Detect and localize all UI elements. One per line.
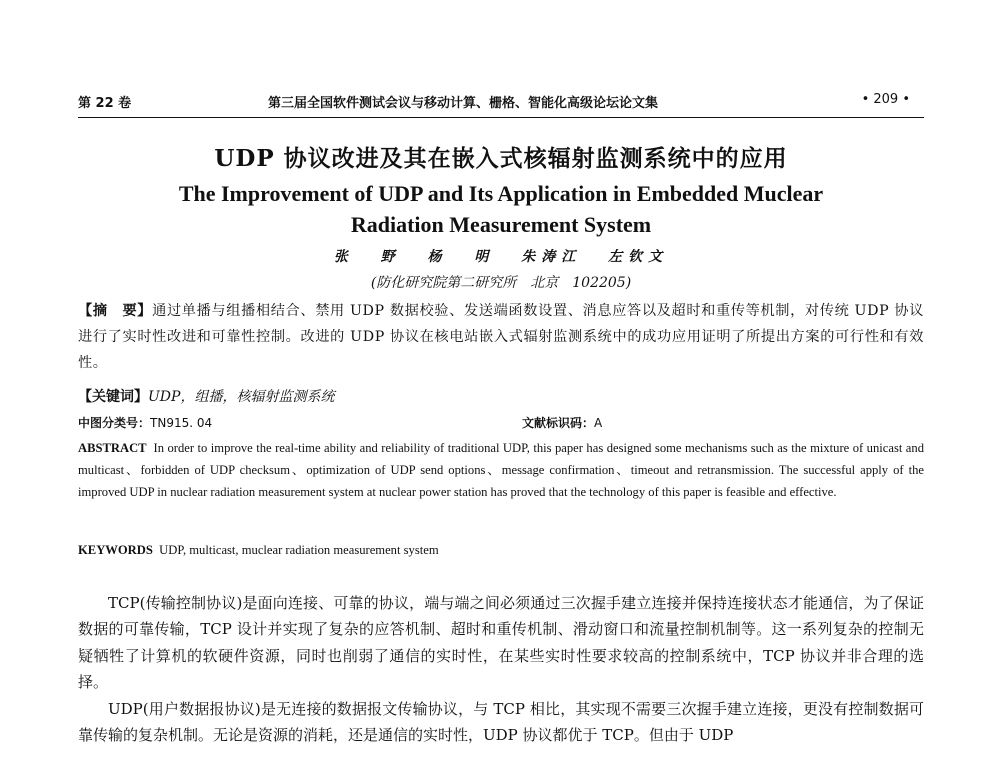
running-header xyxy=(78,92,924,114)
header-rule xyxy=(78,117,924,118)
paper-title-zh: UDP 协议改进及其在嵌入式核辐射监测系统中的应用 xyxy=(214,145,788,172)
classification-line xyxy=(78,414,924,432)
keywords-en-text: UDP, multicast, muclear radiation measurement system xyxy=(159,543,439,557)
doc-code xyxy=(522,414,602,431)
page-number: • 209 • xyxy=(861,92,910,107)
abstract-zh-label: 【摘 要】 xyxy=(78,303,153,319)
abstract-zh xyxy=(78,298,924,376)
paper-title-en-line1: The Improvement of UDP and Its Application in Embedded Muclear xyxy=(178,181,824,206)
keywords-zh-label: 【关键词】 xyxy=(78,389,148,405)
conference-title: 第三届全国软件测试会议与移动计算、栅格、智能化高级论坛论文集 xyxy=(268,96,659,111)
keywords-en xyxy=(78,540,924,560)
body-text xyxy=(78,590,924,748)
body-paragraph-2: UDP(用户数据报协议)是无连接的数据报文传输协议，与 TCP 相比，其实现不需要三次握手建立连接，更没有控制数据可靠传输的复杂机制。无论是资源的消耗，还是通信的实时性，UDP 协议都优于 TCP。但由于 UDP xyxy=(78,699,924,745)
doc-code-value: A xyxy=(594,416,603,430)
abstract-en xyxy=(78,437,924,504)
volume-label: 第 22 卷 xyxy=(78,96,132,111)
clc-label: 中图分类号： xyxy=(78,416,151,430)
body-paragraph-1: TCP(传输控制协议)是面向连接、可靠的协议，端与端之间必须通过三次握手建立连接并保持连接状态才能通信，为了保证数据的可靠传输，TCP 设计并实现了复杂的应答机制、超时和重传机制、滑动窗口和流量控制机制等。这一系列复杂的控制无疑牺牲了计算机的软硬件资源，同时也削弱了通信的实时性，在某些实时性要求较高的控制系统中，TCP 协议并非合理的选择。 xyxy=(78,594,924,692)
author-list: 张 野 杨 明 朱涛江 左钦文 xyxy=(333,249,669,265)
paper-title-en xyxy=(78,178,924,240)
keywords-zh-text: UDP，组播，核辐射监测系统 xyxy=(148,389,335,405)
affiliation: (防化研究院第二研究所 北京 102205) xyxy=(370,275,632,291)
doc-code-label: 文献标识码： xyxy=(522,416,595,430)
paper-title-en-line2: Radiation Measurement System xyxy=(350,212,652,237)
keywords-en-label: KEYWORDS xyxy=(78,543,153,557)
clc-value: TN915. 04 xyxy=(150,416,213,430)
keywords-zh xyxy=(78,386,924,408)
abstract-en-text: In order to improve the real-time ability and reliability of traditional UDP, this paper has designed some mechanisms such as the mixture of unicast and multicast、forbidden of UDP checksum、optimization of UDP send options、message confirmation、timeout and retransmission. The successful apply of the improved UDP in nuclear radiation measurement system at nuclear power station has proved that the technology of this paper is feasible and effective. xyxy=(78,441,924,500)
abstract-en-label: ABSTRACT xyxy=(78,441,147,455)
abstract-zh-text: 通过单播与组播相结合、禁用 UDP 数据校验、发送端函数设置、消息应答以及超时和重传等机制，对传统 UDP 协议进行了实时性改进和可靠性控制。改进的 UDP 协议在核电站嵌入式辐射监测系统中的成功应用证明了所提出方案的可行性和有效性。 xyxy=(78,303,924,371)
